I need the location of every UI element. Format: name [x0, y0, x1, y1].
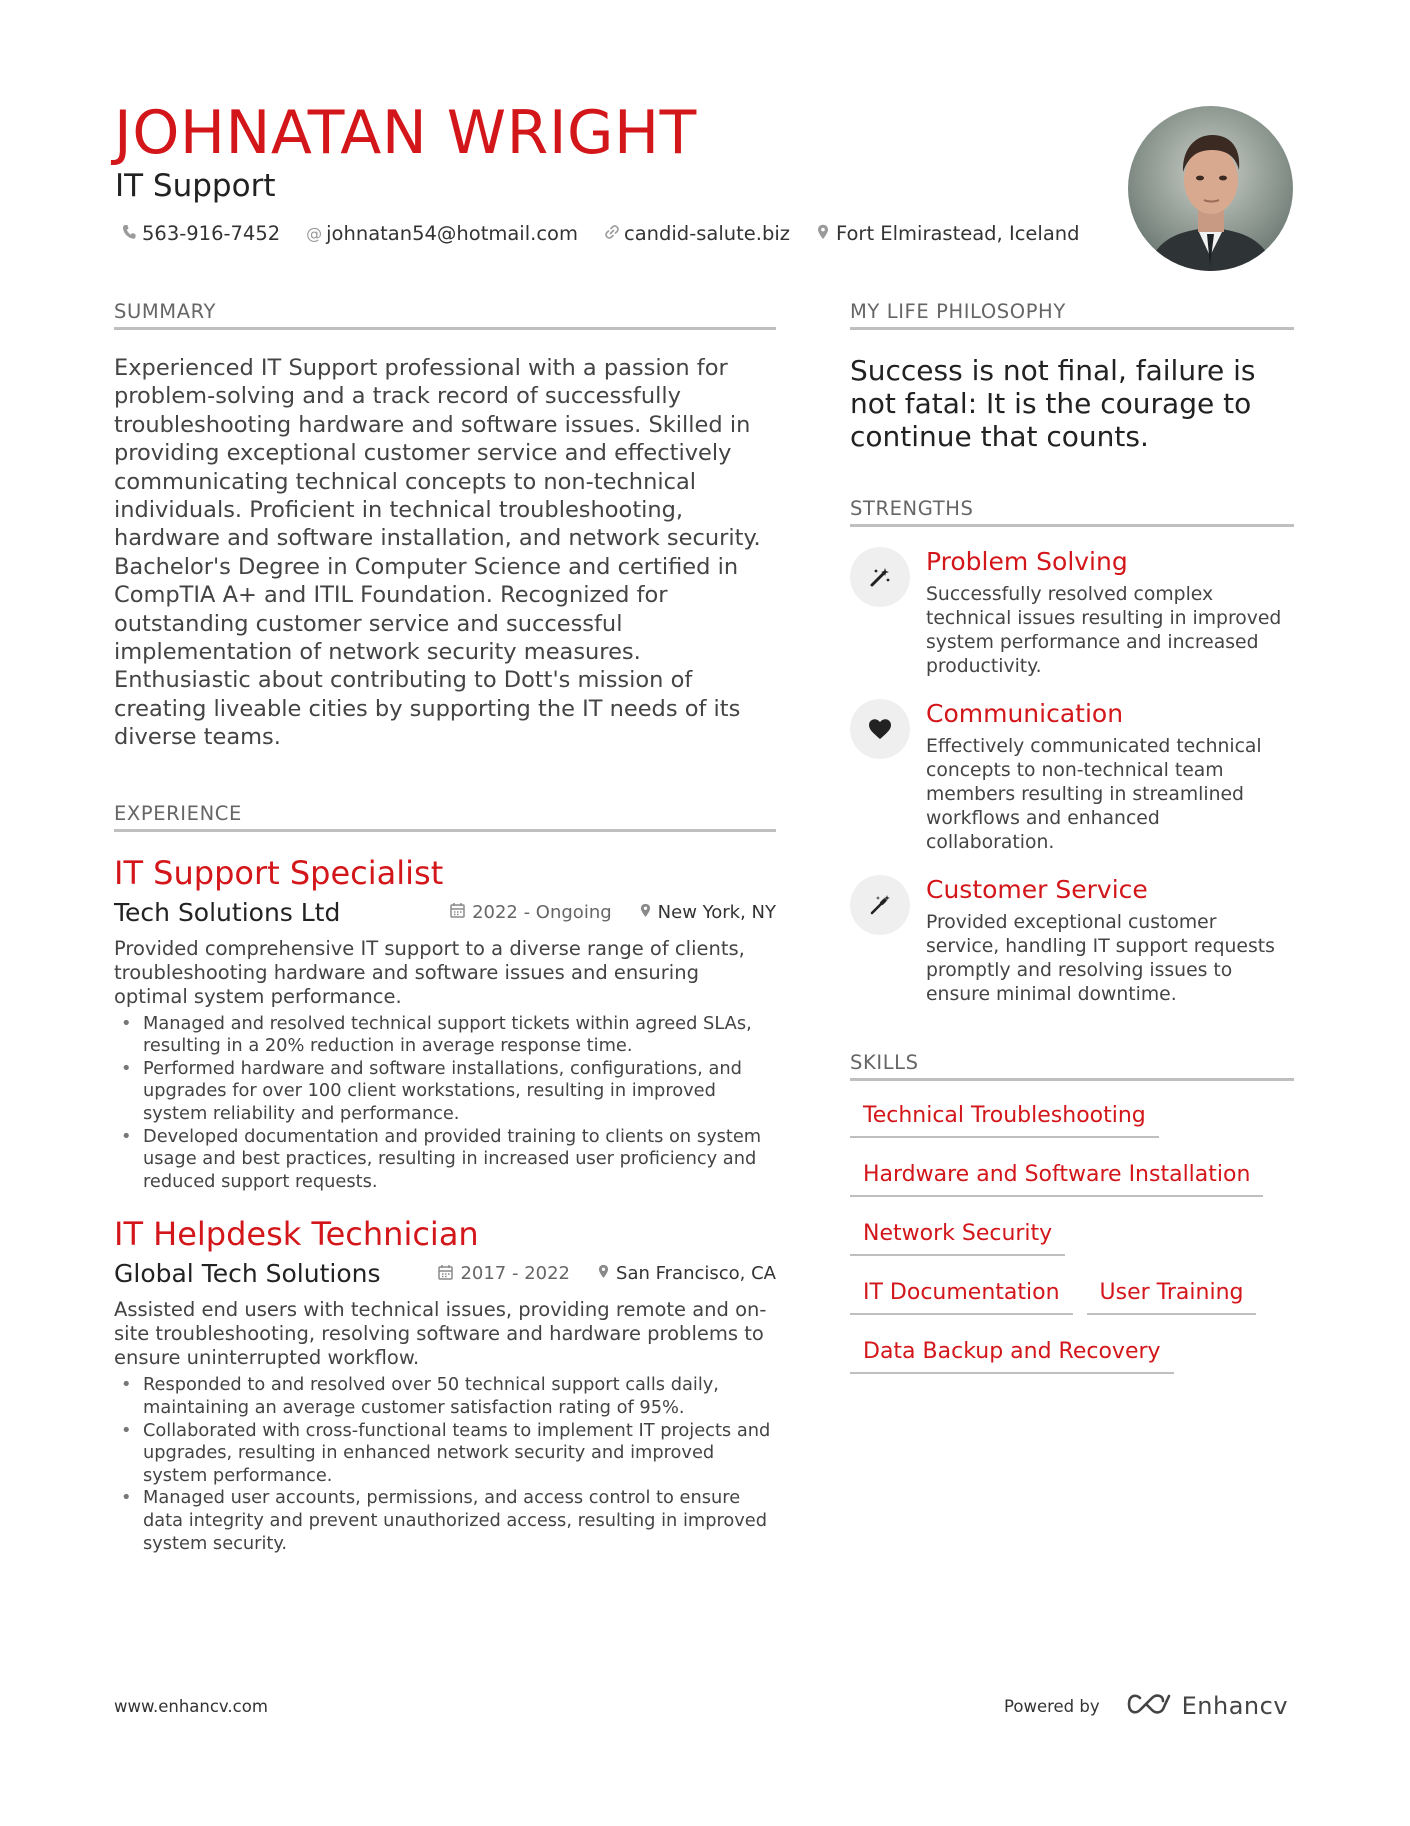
job-meta — [114, 898, 776, 927]
job-title: IT Helpdesk Technician — [114, 1215, 479, 1254]
job-dates-text: 2017 - 2022 — [460, 1263, 571, 1285]
job-dates-text: 2022 - Ongoing — [472, 901, 612, 923]
job-location — [598, 1263, 776, 1284]
job-location — [640, 902, 776, 923]
link-icon — [604, 224, 618, 244]
strengths-heading: STRENGTHS — [850, 497, 1294, 527]
footer-website[interactable]: www.enhancv.com — [114, 1697, 268, 1716]
philosophy-quote: Success is not final, failure is not fatal: It is the courage to continue that counts. — [850, 354, 1256, 453]
website-text: candid-salute.biz — [623, 222, 790, 245]
phone-icon — [122, 224, 136, 244]
contact-phone[interactable] — [122, 222, 280, 245]
email-text: johnatan54@hotmail.com — [326, 222, 578, 245]
contact-website[interactable] — [604, 222, 790, 245]
heart-icon — [850, 699, 910, 759]
strength-title: Communication — [926, 699, 1124, 728]
job-dates — [450, 902, 612, 923]
experience-heading: EXPERIENCE — [114, 802, 776, 832]
company-name: Global Tech Solutions — [114, 1259, 381, 1289]
skill-tag: IT Documentation — [850, 1276, 1073, 1315]
contact-bar — [122, 222, 1106, 245]
strength-description: Successfully resolved complex technical issues resulting in improved system performance and increased productivity. — [926, 584, 1282, 677]
location-text: Fort Elmirastead, Iceland — [835, 222, 1080, 245]
job-bullet: • Managed and resolved technical support tickets within agreed SLAs, resulting in a 20% reduction in average response time. — [114, 1013, 776, 1058]
strength-description: Provided exceptional customer service, handling IT support requests promptly and resolving issues to ensure minimal downtime. — [926, 912, 1275, 1005]
job-meta — [114, 1259, 776, 1288]
job-bullet: • Performed hardware and software installations, configurations, and upgrades for over 100 client workstations, resulting in improved system reliability and performance. — [114, 1058, 776, 1126]
skill-tag: Data Backup and Recovery — [850, 1335, 1174, 1374]
company-name: Tech Solutions Ltd — [114, 897, 341, 927]
experience-entry — [114, 854, 776, 1194]
wand-sparkle-icon — [850, 875, 910, 935]
contact-location — [816, 222, 1080, 245]
candidate-name: JOHNATAN WRIGHT — [114, 98, 697, 168]
job-description: Provided comprehensive IT support to a diverse range of clients, troubleshooting hardware and software issues and ensuring optimal system performance. — [114, 936, 745, 1008]
summary-text: Experienced IT Support professional with a passion for problem-solving and a track record of successfully troubleshooting hardware and software issues. Skilled in providing exceptional customer service and effectively communicating technical concepts to non-technical individuals. Proficient in technical troubleshooting, hardware and software installation, and network security. Bachelor's Degree in Computer Science and certified in CompTIA A+ and ITIL Foundation. Recognized for outstanding customer service and successful implementation of network security measures. Enthusiastic about contributing to Dott's mission of creating liveable cities by supporting the IT needs of its diverse teams. — [114, 355, 761, 751]
phone-text: 563-916-7452 — [142, 222, 281, 245]
skills-list — [850, 1099, 1294, 1394]
strength-item — [850, 699, 1294, 855]
skills-heading: SKILLS — [850, 1051, 1294, 1081]
brand-name: Enhancv — [1181, 1692, 1289, 1720]
strength-title: Customer Service — [926, 875, 1148, 904]
strength-item — [850, 547, 1294, 679]
powered-by-text: Powered by — [1004, 1696, 1100, 1716]
right-column — [850, 300, 1294, 1394]
footer-branding[interactable] — [1004, 1692, 1288, 1720]
job-title: IT Support Specialist — [114, 853, 444, 892]
experience-entry — [114, 1215, 776, 1555]
calendar-icon — [450, 902, 465, 922]
skill-tag: Technical Troubleshooting — [850, 1099, 1159, 1138]
enhancv-logo-icon — [1126, 1692, 1172, 1720]
job-description: Assisted end users with technical issues, providing remote and on-site troubleshooting, resolving software and hardware problems to ensure uninterrupted workflow. — [114, 1298, 767, 1370]
skill-tag: Network Security — [850, 1217, 1065, 1256]
job-bullet: • Managed user accounts, permissions, and access control to ensure data integrity and prevent unauthorized access, resulting in improved system security. — [114, 1487, 776, 1555]
strength-description: Effectively communicated technical concepts to non-technical team members resulting in streamlined workflows and enhanced collaboration. — [926, 736, 1262, 853]
job-location-text: San Francisco, CA — [616, 1263, 776, 1285]
left-column — [114, 300, 776, 1555]
job-bullet: • Responded to and resolved over 50 technical support calls daily, maintaining an average customer satisfaction rating of 95%. — [114, 1374, 776, 1419]
map-pin-icon — [816, 224, 830, 244]
strength-item — [850, 875, 1294, 1007]
job-bullet: • Collaborated with cross-functional teams to implement IT projects and upgrades, resulting in enhanced network security and improved system performance. — [114, 1420, 776, 1488]
map-pin-icon — [640, 903, 651, 922]
contact-email[interactable] — [306, 222, 578, 245]
map-pin-icon — [598, 1264, 609, 1283]
strength-title: Problem Solving — [926, 547, 1128, 576]
candidate-role: IT Support — [115, 168, 276, 204]
job-bullet: • Developed documentation and provided training to clients on system usage and best practices, resulting in increased user proficiency and reduced support requests. — [114, 1126, 776, 1194]
job-dates — [438, 1263, 570, 1284]
job-bullets — [114, 1374, 776, 1555]
philosophy-heading: MY LIFE PHILOSOPHY — [850, 300, 1294, 330]
calendar-icon — [438, 1264, 453, 1284]
at-icon: @ — [306, 224, 323, 243]
job-location-text: New York, NY — [657, 901, 776, 923]
job-bullets — [114, 1013, 776, 1194]
summary-heading: SUMMARY — [114, 300, 776, 330]
skill-tag: Hardware and Software Installation — [850, 1158, 1263, 1197]
magic-wand-icon — [850, 547, 910, 607]
skill-tag: User Training — [1087, 1276, 1257, 1315]
profile-photo — [1128, 106, 1293, 271]
